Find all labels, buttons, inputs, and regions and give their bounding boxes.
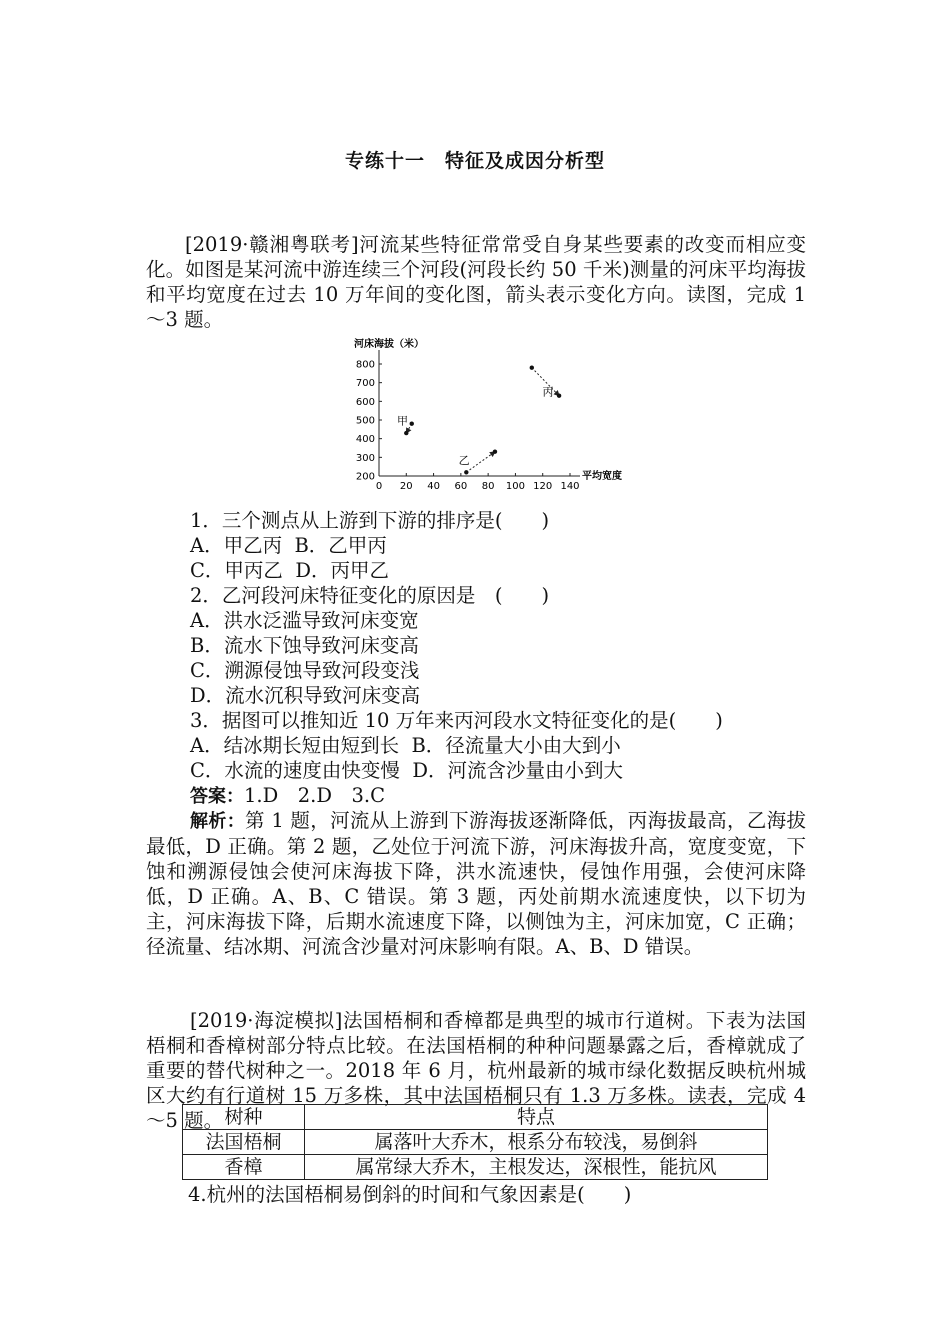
question-2-option: D．流水沉积导致河床变高 xyxy=(190,684,421,707)
answer-line xyxy=(190,783,385,809)
table-header-cell: 树种 xyxy=(183,1105,305,1130)
y-tick-label: 200 xyxy=(355,471,375,483)
analysis-label: 解析： xyxy=(190,811,246,832)
x-tick-label: 20 xyxy=(399,481,413,492)
y-tick-label: 400 xyxy=(355,434,375,446)
analysis-paragraph xyxy=(146,808,806,959)
question-3-option-row: A．结冰期长短由短到长 B．径流量大小由大到小 xyxy=(190,734,621,757)
question-2-option: C．溯源侵蚀导致河段变浅 xyxy=(190,659,420,682)
answer-label: 答案： xyxy=(190,786,244,807)
table-header-cell: 特点 xyxy=(305,1105,768,1130)
table-cell: 属常绿大乔木，主根发达，深根性，能抗风 xyxy=(305,1155,768,1180)
tree-comparison-table xyxy=(182,1104,768,1180)
y-tick-label: 800 xyxy=(355,359,375,371)
x-tick-label: 80 xyxy=(481,481,495,492)
data-point xyxy=(404,431,408,435)
data-point xyxy=(410,422,414,426)
table-cell: 属落叶大乔木，根系分布较浅，易倒斜 xyxy=(305,1130,768,1155)
elevation-width-chart xyxy=(352,336,652,496)
series-label: 乙 xyxy=(458,454,470,467)
question-2-option: B．流水下蚀导致河床变高 xyxy=(190,634,419,657)
x-tick-label: 140 xyxy=(560,481,580,492)
question-2: 2．乙河段河床特征变化的原因是 ( ) xyxy=(190,584,550,607)
question-1-option-row: C．甲丙乙 D．丙甲乙 xyxy=(190,559,389,582)
series-label: 甲 xyxy=(397,414,409,428)
data-point xyxy=(557,394,561,398)
x-tick-label: 100 xyxy=(505,481,525,492)
question-2-option: A．洪水泛滥导致河床变宽 xyxy=(190,609,419,632)
series-label: 丙 xyxy=(542,385,554,399)
y-tick-label: 700 xyxy=(355,378,375,390)
question-1-option-row: A．甲乙丙 B．乙甲丙 xyxy=(190,534,387,557)
question-1: 1．三个测点从上游到下游的排序是( ) xyxy=(190,509,550,532)
data-point xyxy=(464,470,468,474)
x-axis-label: 平均宽度 xyxy=(582,471,622,482)
series-arrow xyxy=(466,452,495,473)
question-3-option-row: C．水流的速度由快变慢 D．河流含沙量由小到大 xyxy=(190,759,623,782)
question-3: 3．据图可以推知近 10 万年来丙河段水文特征变化的是( ) xyxy=(190,709,723,732)
x-tick-label: 60 xyxy=(454,481,468,492)
data-point xyxy=(530,366,534,370)
intro-paragraph-1: [2019·赣湘粤联考]河流某些特征常常受自身某些要素的改变而相应变化。如图是某河流中游连续三个河段(河段长约 50 千米)测量的河床平均海拔和平均宽度在过去 10 万年间的变化图，箭头表示变化方向。读图，完成 1～3 题。 xyxy=(146,233,806,331)
table-cell: 香樟 xyxy=(183,1155,305,1180)
table-row xyxy=(183,1130,768,1155)
y-tick-label: 300 xyxy=(355,452,375,464)
table-row xyxy=(183,1155,768,1180)
y-tick-label: 500 xyxy=(355,415,375,427)
page-title: 专练十一 特征及成因分析型 xyxy=(344,150,605,172)
x-tick-label: 40 xyxy=(427,481,440,492)
table-cell: 法国梧桐 xyxy=(183,1130,305,1155)
data-point xyxy=(493,450,497,454)
y-axis-label: 河床海拔（米） xyxy=(354,339,424,350)
intro-paragraph-2: [2019·海淀模拟]法国梧桐和香樟都是典型的城市行道树。下表为法国梧桐和香樟树部分特点比较。在法国梧桐的种种问题暴露之后，香樟就成了重要的替代树种之一。2018 年 6 月，杭州最新的城市绿化数据反映杭州城区大约有行道树 15 万多株，其中法国梧桐只有 1.3 万多株。读表，完成 4～5 题。 xyxy=(146,1009,806,1132)
question-4: 4.杭州的法国梧桐易倒斜的时间和气象因素是( ) xyxy=(188,1183,632,1206)
answer-text: 1.D 2.D 3.C xyxy=(244,784,386,807)
x-tick-label: 120 xyxy=(533,481,553,492)
analysis-text: 第 1 题，河流从上游到下游海拔逐渐降低，丙海拔最高，乙海拔最低，D 正确。第 2 题，乙处位于河流下游，河床海拔升高，宽度变宽，下蚀和溯源侵蚀会使河床海拔下降，洪水流速快，侵蚀作用强，会使河床降低，D 正确。A、B、C 错误。第 3 题，丙处前期水流速度快，以下切为主，河床海拔下降，后期水流速度下降，以侧蚀为主，河床加宽，C 正确；径流量、结冰期、河流含沙量对河床影响有限。A、B、D 错误。 xyxy=(146,809,807,958)
x-tick-label: 0 xyxy=(375,481,383,492)
y-tick-label: 600 xyxy=(355,396,375,408)
table-header-row xyxy=(183,1105,768,1130)
